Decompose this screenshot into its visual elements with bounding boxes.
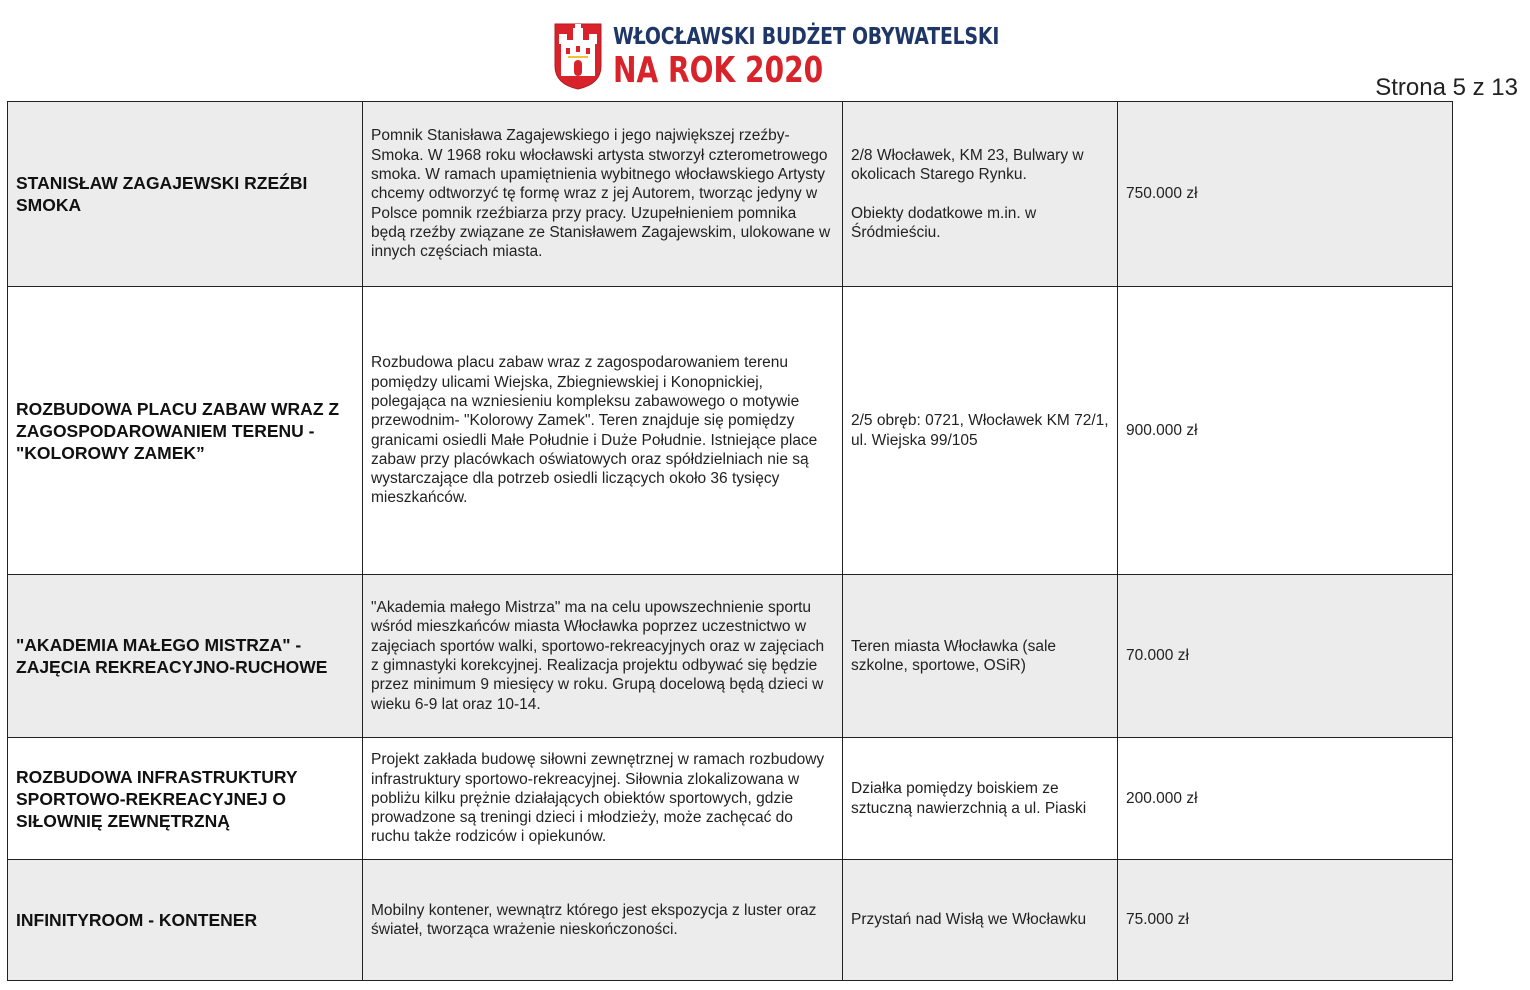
project-location: 2/5 obręb: 0721, Włocławek KM 72/1, ul. Wiejska 99/105 xyxy=(843,287,1118,575)
table-row xyxy=(8,287,1453,575)
project-cost: 900.000 zł xyxy=(1118,287,1453,575)
wloclawek-coat-of-arms-icon xyxy=(553,22,603,90)
project-name: INFINITYROOM - KONTENER xyxy=(8,860,363,981)
project-description: "Akademia małego Mistrza" ma na celu upowszechnienie sportu wśród mieszkańców miasta Włocławka poprzez uczestnictwo w zajęciach sportów walki, sportowo-rekreacyjnych oraz w zajęciach z gimnastyki korekcyjnej. Realizacja projektu odbywać się będzie przez minimum 9 miesięcy w roku. Grupą docelową będą dzieci w wieku 6-9 lat oraz 10-14. xyxy=(363,575,843,738)
project-name: "AKADEMIA MAŁEGO MISTRZA" - ZAJĘCIA REKREACYJNO-RUCHOWE xyxy=(8,575,363,738)
brand-wordmark xyxy=(613,20,1084,90)
table-row xyxy=(8,575,1453,738)
project-location: Przystań nad Wisłą we Włocławku xyxy=(843,860,1118,981)
table-row xyxy=(8,102,1453,287)
project-location: Działka pomiędzy boiskiem ze sztuczną nawierzchnią a ul. Piaski xyxy=(843,738,1118,860)
project-cost: 75.000 zł xyxy=(1118,860,1453,981)
location-main: 2/8 Włocławek, KM 23, Bulwary w okolicach Starego Rynku. xyxy=(851,146,1084,184)
project-name: STANISŁAW ZAGAJEWSKI RZEŹBI SMOKA xyxy=(8,102,363,287)
project-description: Rozbudowa placu zabaw wraz z zagospodarowaniem terenu pomiędzy ulicami Wiejska, Zbiegniewskiej i Konopnickiej, polegająca na wzniesieniu kompleksu zabawowego o motywie przewodnim- "Kolorowy Zamek". Teren znajduje się pomiędzy granicami osiedli Małe Południe i Duże Południe. Istniejące place zabaw przy placówkach oświatowych oraz spółdzielniach nie są wystarczające dla potrzeb osiedli liczących około 36 tysięcy mieszkańców. xyxy=(363,287,843,575)
project-cost: 200.000 zł xyxy=(1118,738,1453,860)
project-description: Pomnik Stanisława Zagajewskiego i jego największej rzeźby- Smoka. W 1968 roku włocławski artysta stworzył czterometrowego smoka. W ramach upamiętnienia wybitnego włocławskiego Artysty chcemy odtworzyć tę formę wraz z jej Autorem, tworząc jedyny w Polsce pomnik rzeźbiarza przy pracy. Uzupełnieniem pomnika będą rzeźby związane ze Stanisławem Zagajewskim, ulokowane w innych częściach miasta. xyxy=(363,102,843,287)
project-location xyxy=(843,102,1118,287)
brand-title: WŁOCŁAWSKI BUDŻET OBYWATELSKI xyxy=(613,24,1000,50)
project-name: ROZBUDOWA INFRASTRUKTURY SPORTOWO-REKREACYJNEJ O SIŁOWNIĘ ZEWNĘTRZNĄ xyxy=(8,738,363,860)
table-row xyxy=(8,738,1453,860)
project-description: Mobilny kontener, wewnątrz którego jest ekspozycja z luster oraz świateł, tworząca wrażenie nieskończoności. xyxy=(363,860,843,981)
brand-year: NA ROK 2020 xyxy=(613,50,824,91)
table-row xyxy=(8,860,1453,981)
projects-table xyxy=(7,101,1453,981)
project-cost: 70.000 zł xyxy=(1118,575,1453,738)
page-number: Strona 5 z 13 xyxy=(1375,74,1518,101)
project-location: Teren miasta Włocławka (sale szkolne, sportowe, OSiR) xyxy=(843,575,1118,738)
project-name: ROZBUDOWA PLACU ZABAW WRAZ Z ZAGOSPODAROWANIEM TERENU - "KOLOROWY ZAMEK” xyxy=(8,287,363,575)
project-cost: 750.000 zł xyxy=(1118,102,1453,287)
project-description: Projekt zakłada budowę siłowni zewnętrznej w ramach rozbudowy infrastruktury sportowo-rekreacyjnej. Siłownia zlokalizowana w pobliżu kilku prężnie działających obiektów sportowych, gdzie prowadzone są treningi dzieci i młodzieży, może zachęcać do ruchu także rodziców i opiekunów. xyxy=(363,738,843,860)
location-extra: Obiekty dodatkowe m.in. w Śródmieściu. xyxy=(851,204,1037,241)
